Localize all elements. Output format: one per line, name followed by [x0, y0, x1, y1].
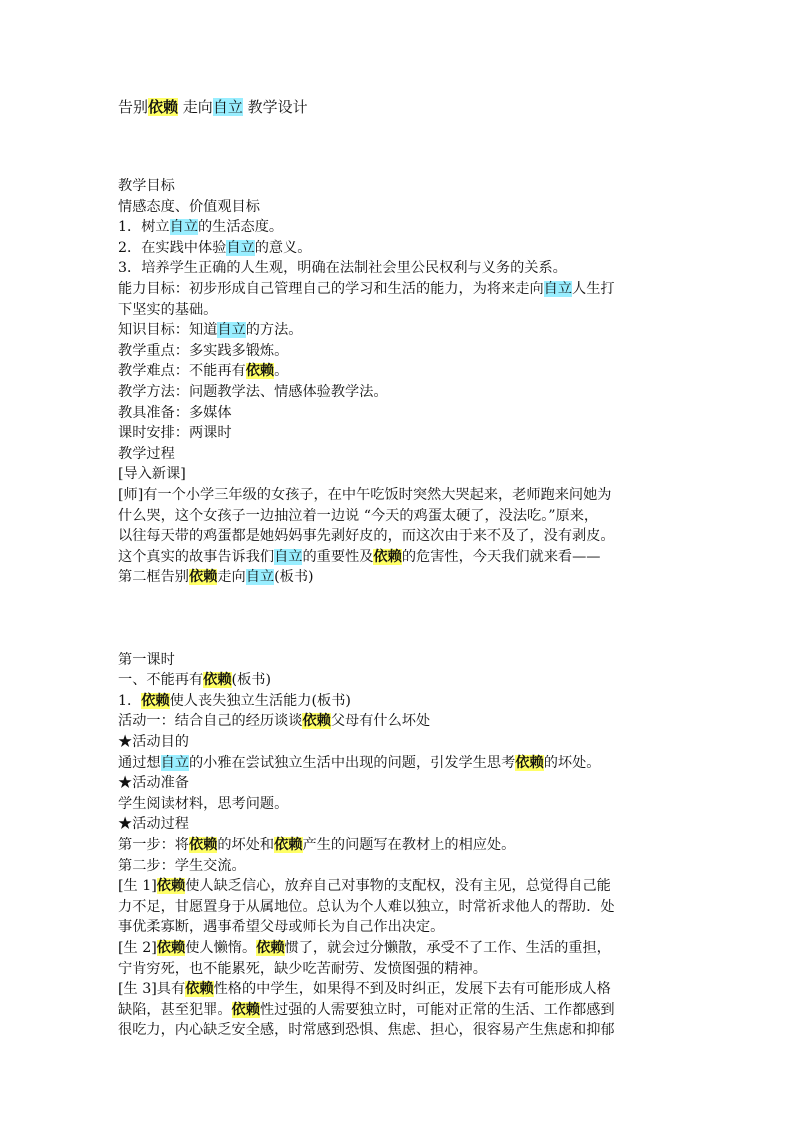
title-text: 告别 — [118, 98, 149, 116]
text-line — [118, 217, 684, 238]
text-line — [118, 876, 684, 897]
text-run: ★活动目的 — [118, 734, 189, 751]
text-run: [导入新课] — [118, 466, 186, 483]
text-run: 的方法。 — [245, 322, 303, 339]
text-run: ★活动准备 — [118, 775, 189, 792]
text-line — [118, 794, 684, 815]
highlight-zili: 自立 — [169, 219, 198, 236]
text-line — [118, 711, 684, 732]
highlight-yilai: 依赖 — [373, 548, 402, 565]
text-run: 什么哭，这个女孩子一边抽泣着一边说 “今天的鸡蛋太硬了，没法吃。”原来， — [118, 507, 599, 524]
text-line — [118, 300, 684, 321]
text-run: 教学目标 — [118, 178, 175, 194]
title-text: 教学设计 — [242, 98, 308, 116]
text-run: 惯了，就会过分懒散，承受不了工作、生活的重担， — [284, 939, 611, 956]
highlight-yilai: 依赖 — [245, 363, 275, 380]
text-run: 人生打 — [572, 280, 615, 297]
text-run: 3．培养学生正确的人生观，明确在法制社会里公民权利与义务的关系。 — [118, 260, 567, 277]
highlight-yilai: 依赖 — [231, 1001, 260, 1018]
highlight-yilai: 依赖 — [188, 837, 218, 854]
highlight-yilai: 依赖 — [274, 837, 303, 854]
text-run: 活动一：结合自己的经历谈谈 — [118, 713, 303, 730]
text-line — [118, 1000, 684, 1021]
text-run: 学生阅读材料，思考问题。 — [118, 795, 289, 812]
highlight-yilai: 依赖 — [141, 692, 170, 709]
text-line — [118, 526, 684, 547]
text-run: 第二框告别 — [118, 569, 189, 586]
text-run: [生 2] — [118, 939, 157, 956]
text-line — [118, 444, 684, 465]
text-run: 的坏处和 — [217, 837, 275, 854]
text-line — [118, 423, 684, 444]
highlight-zili: 自立 — [245, 569, 275, 586]
text-run: 教学难点：不能再有 — [118, 363, 246, 380]
text-line — [118, 361, 684, 382]
text-run: (板书) — [231, 672, 271, 689]
text-line — [118, 258, 684, 279]
text-line — [118, 506, 684, 527]
text-line — [118, 732, 684, 753]
text-line — [118, 279, 684, 300]
highlight-yilai: 依赖 — [185, 981, 214, 998]
text-run: 通过想 — [118, 754, 161, 771]
text-run: 产生的问题写在教材上的相应处。 — [302, 837, 516, 854]
text-run: 走向 — [217, 569, 246, 586]
text-run: 知识目标：知道 — [118, 322, 218, 339]
text-run: 课时安排：两课时 — [118, 425, 232, 442]
text-line — [118, 485, 684, 506]
text-line — [118, 835, 684, 856]
text-run: 力不足，甘愿置身于从属地位。总认为个人难以独立，时常祈求他人的帮助．处 — [118, 898, 615, 915]
text-run: 的坏处。 — [543, 754, 601, 771]
text-line — [118, 176, 684, 197]
document-title — [118, 97, 684, 117]
text-run: 事优柔寡断，遇事希望父母或师长为自己作出决定。 — [118, 919, 445, 936]
highlight-yilai: 依赖 — [156, 939, 186, 956]
text-run: 1．树立 — [118, 219, 170, 236]
text-run: 的生活态度。 — [197, 219, 284, 236]
text-run: 一、不能再有 — [118, 672, 204, 689]
text-line — [118, 814, 684, 835]
highlight-zili: 自立 — [543, 280, 573, 297]
text-run: 的意义。 — [254, 239, 312, 256]
text-run: 1． — [118, 692, 142, 709]
text-run: 宁肯穷死，也不能累死，缺少吃苦耐劳、发愤图强的精神。 — [118, 960, 487, 977]
text-run: 性过强的人需要独立时，可能对正常的生活、工作都感到 — [259, 1001, 615, 1018]
text-run: 缺陷，甚至犯罪。 — [118, 1001, 232, 1018]
document-body — [118, 176, 684, 1041]
highlight-yilai: 依赖 — [156, 878, 186, 895]
text-line — [118, 238, 684, 259]
text-line — [118, 320, 684, 341]
text-run: 的危害性，今天我们就来看—— — [401, 548, 601, 565]
text-run: 教学重点：多实践多锻炼。 — [118, 342, 289, 359]
text-run: 很吃力，内心缺乏安全感，时常感到恐惧、焦虑、担心，很容易产生焦虑和抑郁 — [118, 1022, 615, 1039]
text-line — [118, 341, 684, 362]
text-run: [师]有一个小学三年级的女孩子，在中午吃饭时突然大哭起来，老师跑来问她为 — [118, 486, 612, 503]
text-run: 2．在实践中体验 — [118, 239, 227, 256]
text-line — [118, 773, 684, 794]
text-line — [118, 959, 684, 980]
text-run: ★活动过程 — [118, 816, 189, 833]
text-line — [118, 897, 684, 918]
highlight-yilai: 依赖 — [148, 98, 179, 116]
text-run: 性格的中学生，如果得不到及时纠正，发展下去有可能形成人格 — [213, 981, 611, 998]
text-line — [118, 753, 684, 774]
text-run: 使人懒惰。 — [185, 939, 257, 956]
highlight-yilai: 依赖 — [203, 672, 232, 689]
text-line — [118, 691, 684, 712]
highlight-yilai: 依赖 — [515, 754, 544, 771]
text-run: 教学过程 — [118, 445, 175, 462]
highlight-zili: 自立 — [212, 98, 243, 116]
highlight-zili: 自立 — [226, 239, 255, 256]
text-run: 情感态度、价值观目标 — [118, 198, 260, 215]
text-line — [118, 1020, 684, 1041]
highlight-zili: 自立 — [274, 548, 303, 565]
text-line — [118, 382, 684, 403]
highlight-zili: 自立 — [217, 322, 246, 339]
text-line — [118, 650, 684, 671]
text-line — [118, 547, 684, 568]
text-run: 以往每天带的鸡蛋都是她妈妈事先剥好皮的，而这次由于来不及了，没有剥皮。 — [118, 528, 615, 545]
highlight-yilai: 依赖 — [188, 569, 218, 586]
text-line — [118, 856, 684, 877]
text-run: 教具准备：多媒体 — [118, 404, 232, 421]
text-line — [118, 464, 684, 485]
text-run: 。 — [274, 363, 289, 380]
text-run: 教学方法：问题教学法、情感体验教学法。 — [118, 383, 388, 400]
text-line — [118, 670, 684, 691]
text-line — [118, 979, 684, 1000]
text-run: 第一课时 — [118, 651, 175, 668]
paragraph-gap — [118, 588, 684, 650]
highlight-yilai: 依赖 — [256, 939, 285, 956]
text-run: 第一步：将 — [118, 837, 189, 854]
text-run: [生 3]具有 — [118, 981, 186, 998]
title-text: 走向 — [178, 98, 213, 116]
text-run: 下坚实的基础。 — [118, 301, 218, 318]
text-run: (板书) — [274, 569, 314, 586]
text-run: 这个真实的故事告诉我们 — [118, 548, 275, 565]
text-run: 的重要性及 — [302, 548, 374, 565]
text-line — [118, 403, 684, 424]
text-run: 能力目标：初步形成自己管理自己的学习和生活的能力，为将来走向 — [118, 280, 544, 297]
text-line — [118, 567, 684, 588]
text-run: 父母有什么坏处 — [330, 713, 431, 730]
text-run: 的小雅在尝试独立生活中出现的问题，引发学生思考 — [188, 754, 516, 771]
text-run: [生 1] — [118, 878, 157, 895]
text-line — [118, 917, 684, 938]
text-line — [118, 197, 684, 218]
text-run: 使人丧失独立生活能力(板书) — [169, 692, 351, 709]
highlight-yilai: 依赖 — [302, 713, 331, 730]
highlight-zili: 自立 — [160, 754, 189, 771]
text-line — [118, 938, 684, 959]
text-run: 第二步：学生交流。 — [118, 857, 246, 874]
text-run: 使人缺乏信心，放弃自己对事物的支配权，没有主见，总觉得自己能 — [185, 878, 611, 895]
